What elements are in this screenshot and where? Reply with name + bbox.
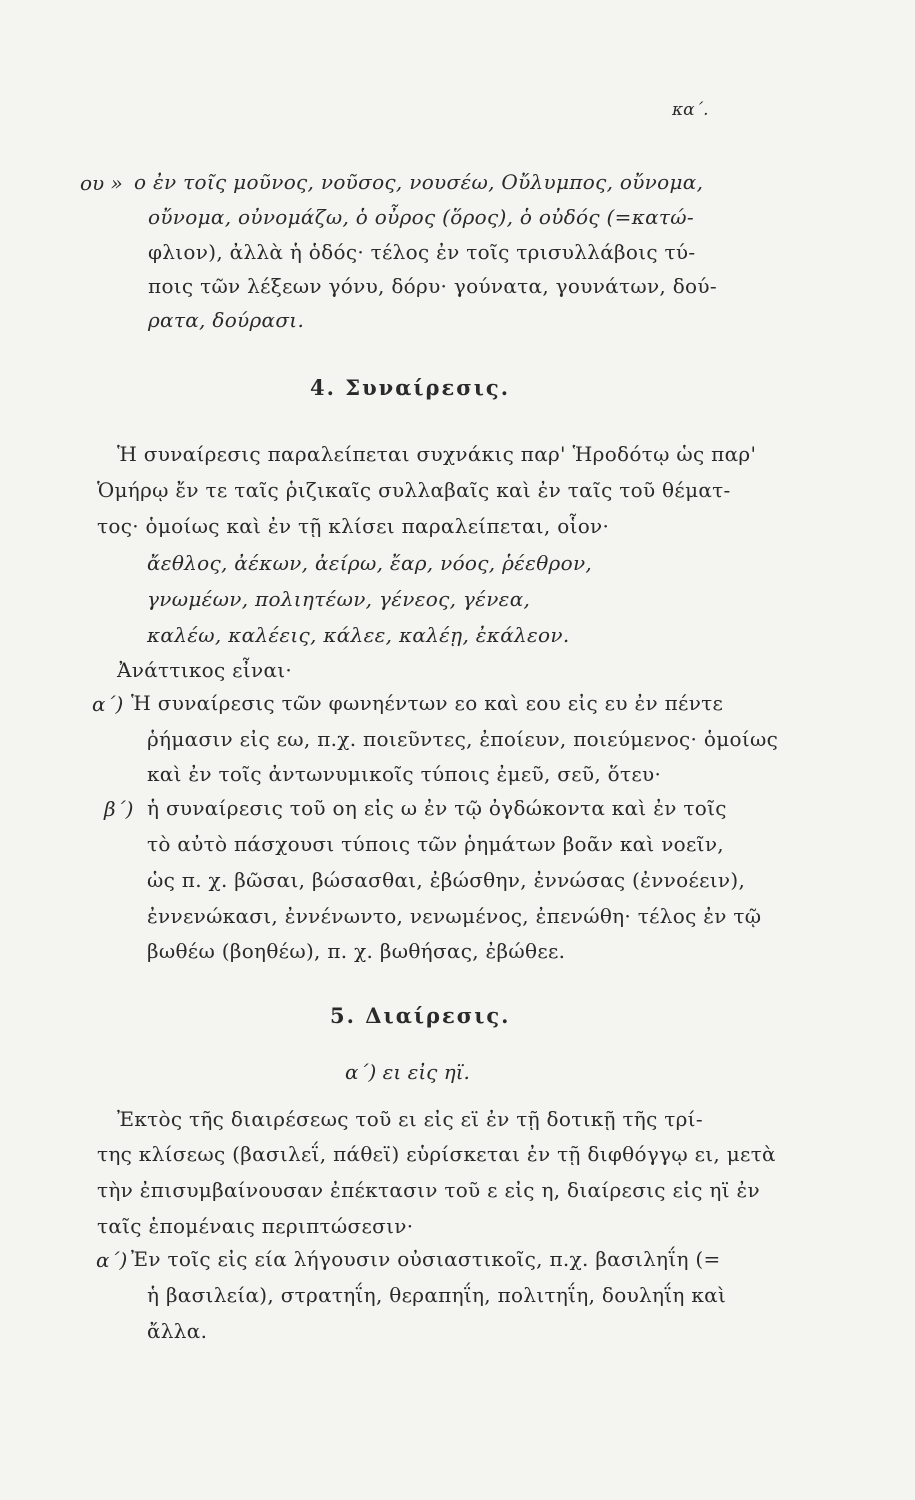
text-line: Ἡ συναίρεσις παραλείπεται συχνάκις παρ' Ἡροδότῳ ὡς παρ' xyxy=(117,442,757,466)
section-heading: 4. Συναίρεσις. xyxy=(310,375,511,400)
page-number: κα΄. xyxy=(672,100,709,120)
text-line: τὴν ἐπισυμβαίνουσαν ἐπέκτασιν τοῦ ε εἰς η, διαίρεσις εἰς ηϊ ἐν xyxy=(97,1178,760,1202)
subheading: α΄) ει εἰς ηϊ. xyxy=(345,1060,470,1084)
text-line: οὔνομα, οὐνομάζω, ὁ οὖρος (ὅρος), ὁ οὐδός (=κατώ- xyxy=(148,205,694,229)
example-line: ἄεθλος, ἀέκων, ἀείρω, ἔαρ, νόος, ῥέεθρον, xyxy=(147,551,593,575)
text-line: ῥήμασιν εἰς εω, π.χ. ποιεῦντες, ἐποίευν, ποιεύμενος· ὁμοίως xyxy=(147,727,779,751)
text-line: της κλίσεως (βασιλεΐ, πάθεϊ) εὑρίσκεται ἐν τῇ διφθόγγῳ ει, μετὰ xyxy=(97,1142,776,1166)
text-line: ταῖς ἑπομέναις περιπτώσεσιν· xyxy=(97,1214,414,1238)
text-line: ἐννενώκασι, ἐννένωντο, νενωμένος, ἐπενώθη· τέλος ἐν τῷ xyxy=(147,904,762,928)
text-line: ὡς π. χ. βῶσαι, βώσασθαι, ἐβώσθην, ἐννώσας (ἐννοέειν), xyxy=(147,868,746,892)
text-line: Ἐν τοῖς εἰς εία λήγουσιν οὐσιαστικοῖς, π.χ. βασιληΐη (= xyxy=(131,1247,721,1271)
text-line: τος· ὁμοίως καὶ ἐν τῇ κλίσει παραλείπεται, οἷον· xyxy=(97,514,610,538)
text-line: ἡ συναίρεσις τοῦ οη εἰς ω ἐν τῷ ὀγδώκοντα καὶ ἐν τοῖς xyxy=(147,796,727,820)
example-line: καλέω, καλέεις, κάλεε, καλέῃ, ἐκάλεον. xyxy=(147,623,570,647)
text-line: ποις τῶν λέξεων γόνυ, δόρυ· γούνατα, γουνάτων, δού- xyxy=(148,274,717,298)
text-line: βωθέω (βοηθέω), π. χ. βωθήσας, ἐβώθεε. xyxy=(147,939,566,963)
item-label: α΄) xyxy=(92,692,124,716)
block1-label: ου » xyxy=(80,171,123,195)
text-line: ἡ βασιλεία), στρατηΐη, θεραπηΐη, πολιτηΐη, δουληΐη καὶ xyxy=(147,1283,727,1307)
text-line: Ἐκτὸς τῆς διαιρέσεως τοῦ ει εἰς εϊ ἐν τῇ δοτικῇ τῆς τρί- xyxy=(117,1107,703,1131)
text-line: ο ἐν τοῖς μοῦνος, νοῦσος, νουσέω, Οὔλυμπος, οὔνομα, xyxy=(134,170,704,194)
text-line: Ὁμήρῳ ἔν τε ταῖς ῥιζικαῖς συλλαβαῖς καὶ ἐν ταῖς τοῦ θέματ- xyxy=(97,478,731,502)
item-label: β΄) xyxy=(104,797,134,821)
text-line: καὶ ἐν τοῖς ἀντωνυμικοῖς τύποις ἐμεῦ, σεῦ, ὅτευ· xyxy=(147,762,662,786)
section-heading: 5. Διαίρεσις. xyxy=(330,1003,511,1028)
item-label: α΄) xyxy=(96,1248,128,1272)
example-line: γνωμέων, πολιητέων, γένεος, γένεα, xyxy=(147,587,531,611)
text-line: ρατα, δούρασι. xyxy=(148,308,305,332)
text-line: φλιον), ἀλλὰ ἡ ὁδός· τέλος ἐν τοῖς τρισυλλάβοις τύ- xyxy=(148,240,696,264)
text-line: Ἀνάττικος εἶναι· xyxy=(117,658,293,682)
text-line: τὸ αὐτὸ πάσχουσι τύποις τῶν ῥημάτων βοᾶν καὶ νοεῖν, xyxy=(147,832,724,856)
text-line: Ἡ συναίρεσις τῶν φωνηέντων εο καὶ εου εἰς ευ ἐν πέντε xyxy=(131,691,724,715)
text-line: ἄλλα. xyxy=(147,1319,208,1343)
